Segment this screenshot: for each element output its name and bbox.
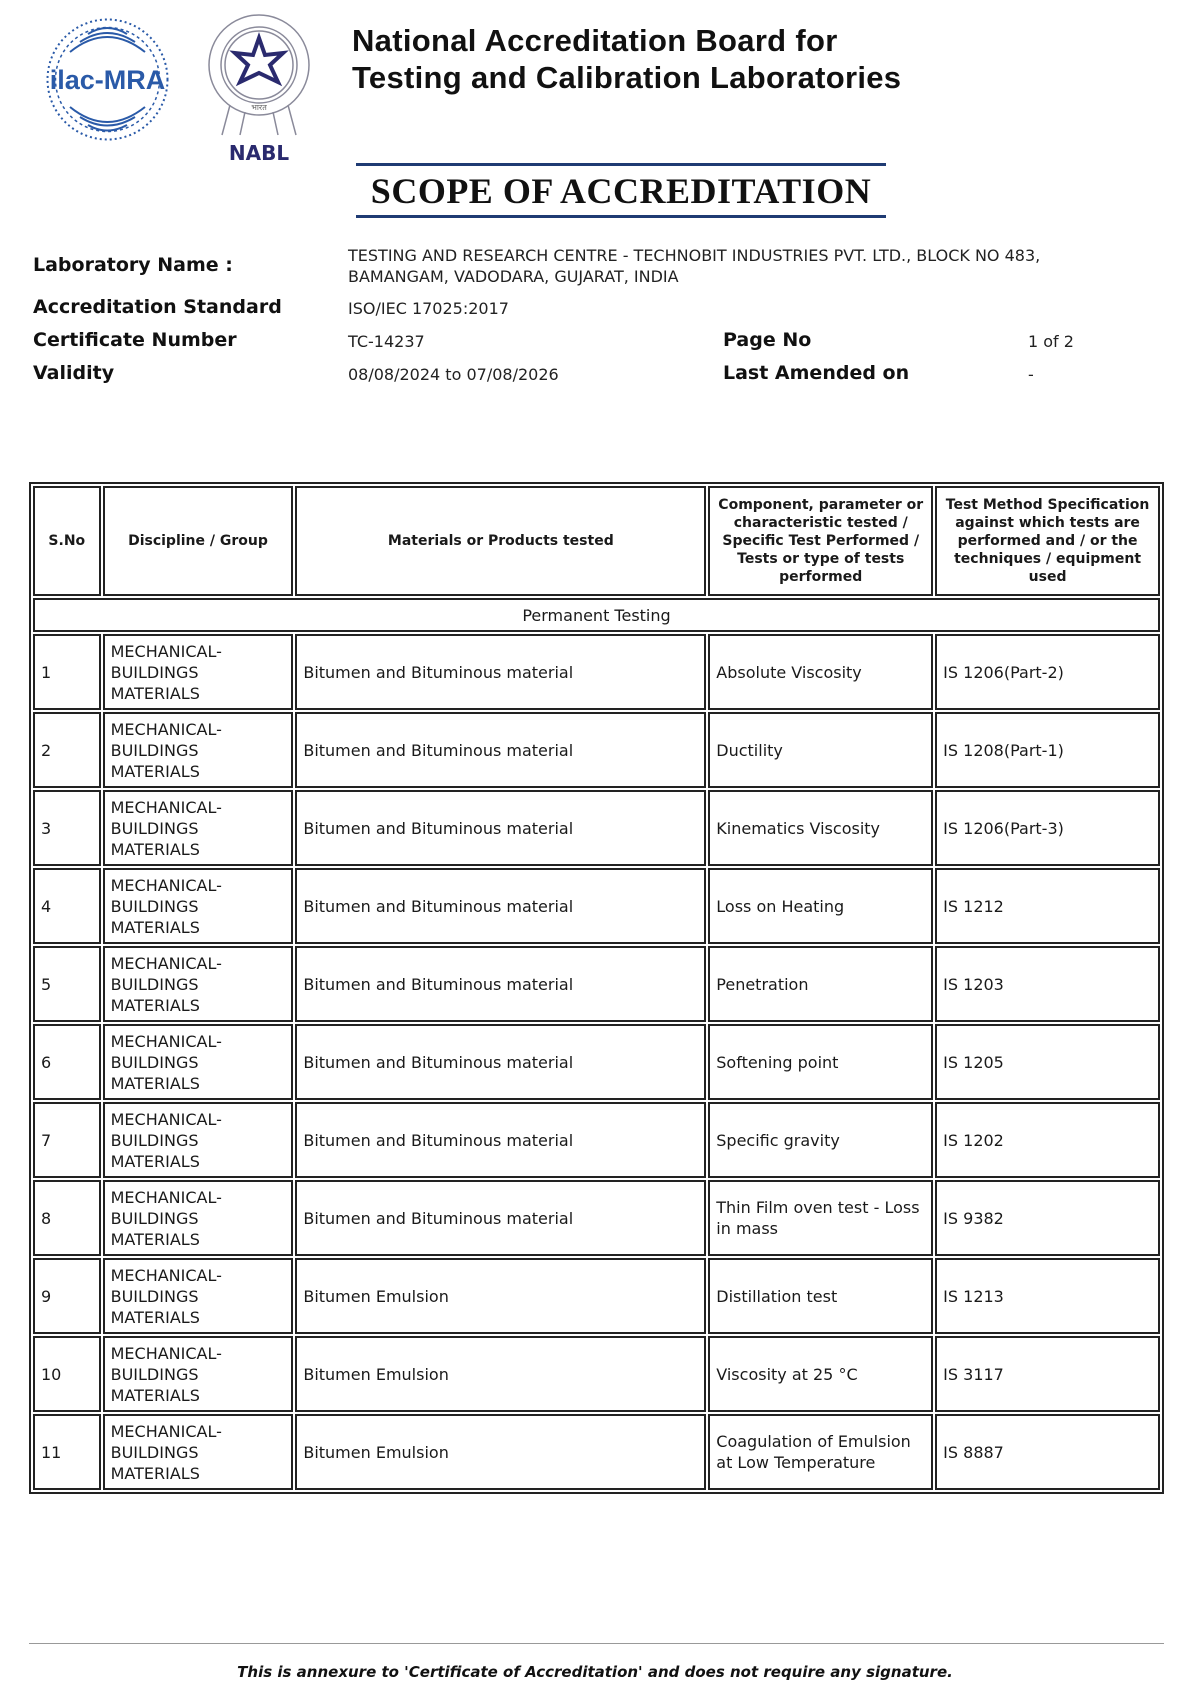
cell-discipline — [103, 634, 294, 710]
page-no-value: 1 of 2 — [1028, 332, 1074, 351]
lab-name-label: Laboratory Name : — [33, 254, 233, 276]
cell-material: Bitumen and Bituminous material — [295, 712, 706, 788]
validity-label: Validity — [33, 362, 115, 384]
table-row — [33, 1414, 1160, 1490]
cell-sno: 4 — [33, 868, 101, 944]
cell-test-method: IS 1206(Part-3) — [935, 790, 1160, 866]
table-row — [33, 634, 1160, 710]
cell-material: Bitumen and Bituminous material — [295, 790, 706, 866]
header-discipline: Discipline / Group — [103, 486, 294, 596]
discipline-line: MECHANICAL- — [110, 797, 222, 817]
discipline-line: MECHANICAL- — [110, 875, 222, 895]
cell-parameter: Ductility — [708, 712, 933, 788]
discipline-line: MATERIALS — [110, 1229, 200, 1249]
table-row — [33, 946, 1160, 1022]
discipline-line: MECHANICAL- — [110, 1031, 222, 1051]
cell-material: Bitumen and Bituminous material — [295, 634, 706, 710]
last-amended-value: - — [1028, 365, 1034, 384]
scope-table — [29, 482, 1164, 1494]
cell-material: Bitumen and Bituminous material — [295, 868, 706, 944]
cell-test-method: IS 1205 — [935, 1024, 1160, 1100]
table-header-row — [33, 486, 1160, 596]
discipline-line: MECHANICAL- — [110, 1265, 222, 1285]
table-row — [33, 1258, 1160, 1334]
cell-parameter: Viscosity at 25 °C — [708, 1336, 933, 1412]
cell-material: Bitumen and Bituminous material — [295, 1102, 706, 1178]
cell-sno: 11 — [33, 1414, 101, 1490]
cell-material: Bitumen Emulsion — [295, 1414, 706, 1490]
cell-parameter: Thin Film oven test - Loss in mass — [708, 1180, 933, 1256]
title-rule-top — [356, 163, 886, 166]
svg-text:भारत: भारत — [251, 103, 267, 112]
cell-test-method: IS 1212 — [935, 868, 1160, 944]
discipline-line: BUILDINGS — [110, 662, 199, 682]
footer-divider — [29, 1643, 1164, 1644]
document-title: SCOPE OF ACCREDITATION — [370, 171, 872, 211]
discipline-line: BUILDINGS — [110, 1130, 199, 1150]
discipline-line: MATERIALS — [110, 1463, 200, 1483]
header-parameter: Component, parameter or characteristic tested / Specific Test Performed / Tests or type of tests performed — [708, 486, 933, 596]
cell-sno: 1 — [33, 634, 101, 710]
discipline-line: MATERIALS — [110, 995, 200, 1015]
svg-text:NABL: NABL — [228, 141, 290, 165]
cell-discipline — [103, 1258, 294, 1334]
cell-discipline — [103, 790, 294, 866]
cell-material: Bitumen and Bituminous material — [295, 946, 706, 1022]
certificate-label: Certificate Number — [33, 329, 237, 351]
cell-material: Bitumen and Bituminous material — [295, 1180, 706, 1256]
validity-value: 08/08/2024 to 07/08/2026 — [348, 365, 559, 384]
discipline-line: BUILDINGS — [110, 896, 199, 916]
discipline-line: BUILDINGS — [110, 818, 199, 838]
cell-material: Bitumen Emulsion — [295, 1258, 706, 1334]
cell-parameter: Penetration — [708, 946, 933, 1022]
cell-parameter: Distillation test — [708, 1258, 933, 1334]
organization-title — [352, 22, 901, 96]
discipline-line: MATERIALS — [110, 1385, 200, 1405]
discipline-line: MECHANICAL- — [110, 1343, 222, 1363]
cell-parameter: Loss on Heating — [708, 868, 933, 944]
cell-test-method: IS 1206(Part-2) — [935, 634, 1160, 710]
cell-parameter: Coagulation of Emulsion at Low Temperature — [708, 1414, 933, 1490]
standard-label: Accreditation Standard — [33, 296, 282, 318]
cell-discipline — [103, 1414, 294, 1490]
discipline-line: MECHANICAL- — [110, 1109, 222, 1129]
discipline-line: MATERIALS — [110, 1073, 200, 1093]
discipline-line: MATERIALS — [110, 761, 200, 781]
section-label: Permanent Testing — [33, 598, 1160, 632]
discipline-line: MATERIALS — [110, 839, 200, 859]
discipline-line: MECHANICAL- — [110, 641, 222, 661]
cell-parameter: Specific gravity — [708, 1102, 933, 1178]
cell-parameter: Absolute Viscosity — [708, 634, 933, 710]
table-row — [33, 1024, 1160, 1100]
cell-sno: 8 — [33, 1180, 101, 1256]
discipline-line: MECHANICAL- — [110, 1187, 222, 1207]
discipline-line: BUILDINGS — [110, 974, 199, 994]
discipline-line: BUILDINGS — [110, 1364, 199, 1384]
cell-test-method: IS 1203 — [935, 946, 1160, 1022]
table-row — [33, 712, 1160, 788]
cell-sno: 7 — [33, 1102, 101, 1178]
discipline-line: MECHANICAL- — [110, 1421, 222, 1441]
cell-material: Bitumen Emulsion — [295, 1336, 706, 1412]
cell-sno: 2 — [33, 712, 101, 788]
discipline-line: MATERIALS — [110, 683, 200, 703]
table-row — [33, 790, 1160, 866]
cell-test-method: IS 3117 — [935, 1336, 1160, 1412]
cell-discipline — [103, 1336, 294, 1412]
discipline-line: BUILDINGS — [110, 1442, 199, 1462]
header-materials: Materials or Products tested — [295, 486, 706, 596]
svg-text:ilac-MRA: ilac-MRA — [49, 65, 166, 95]
cell-sno: 9 — [33, 1258, 101, 1334]
title-rule-bottom — [356, 215, 886, 218]
cell-discipline — [103, 868, 294, 944]
ilac-mra-logo-icon — [40, 12, 175, 147]
cell-sno: 5 — [33, 946, 101, 1022]
header-sno: S.No — [33, 486, 101, 596]
table-row — [33, 868, 1160, 944]
cell-discipline — [103, 1102, 294, 1178]
table-row — [33, 1180, 1160, 1256]
cell-sno: 6 — [33, 1024, 101, 1100]
lab-name-line1: TESTING AND RESEARCH CENTRE - TECHNOBIT INDUSTRIES PVT. LTD., BLOCK NO 483, — [348, 246, 1041, 265]
cell-test-method: IS 1213 — [935, 1258, 1160, 1334]
table-row — [33, 1336, 1160, 1412]
footer-note: This is annexure to 'Certificate of Accreditation' and does not require any signature. — [237, 1663, 953, 1681]
cell-test-method: IS 8887 — [935, 1414, 1160, 1490]
last-amended-label: Last Amended on — [723, 362, 910, 384]
standard-value: ISO/IEC 17025:2017 — [348, 299, 509, 318]
cell-parameter: Kinematics Viscosity — [708, 790, 933, 866]
cell-sno: 10 — [33, 1336, 101, 1412]
discipline-line: MECHANICAL- — [110, 719, 222, 739]
document-header — [0, 0, 1190, 230]
cell-test-method: IS 1202 — [935, 1102, 1160, 1178]
cell-material: Bitumen and Bituminous material — [295, 1024, 706, 1100]
discipline-line: BUILDINGS — [110, 1286, 199, 1306]
discipline-line: MATERIALS — [110, 1307, 200, 1327]
cell-discipline — [103, 946, 294, 1022]
discipline-line: MECHANICAL- — [110, 953, 222, 973]
cell-sno: 3 — [33, 790, 101, 866]
discipline-line: BUILDINGS — [110, 740, 199, 760]
page-no-label: Page No — [723, 329, 812, 351]
cell-test-method: IS 1208(Part-1) — [935, 712, 1160, 788]
discipline-line: BUILDINGS — [110, 1208, 199, 1228]
organization-title-line2: Testing and Calibration Laboratories — [352, 60, 902, 95]
lab-name-value — [348, 245, 1040, 287]
table-row — [33, 1102, 1160, 1178]
section-row — [33, 598, 1160, 632]
discipline-line: MATERIALS — [110, 917, 200, 937]
cell-discipline — [103, 712, 294, 788]
cell-discipline — [103, 1180, 294, 1256]
discipline-line: MATERIALS — [110, 1151, 200, 1171]
discipline-line: BUILDINGS — [110, 1052, 199, 1072]
organization-title-line1: National Accreditation Board for — [352, 23, 838, 58]
cell-discipline — [103, 1024, 294, 1100]
certificate-value: TC-14237 — [348, 332, 425, 351]
lab-name-line2: BAMANGAM, VADODARA, GUJARAT, INDIA — [348, 267, 679, 286]
cell-test-method: IS 9382 — [935, 1180, 1160, 1256]
header-test-method: Test Method Specification against which tests are performed and / or the techniques / equipment used — [935, 486, 1160, 596]
cell-parameter: Softening point — [708, 1024, 933, 1100]
nabl-logo-icon — [200, 10, 318, 168]
